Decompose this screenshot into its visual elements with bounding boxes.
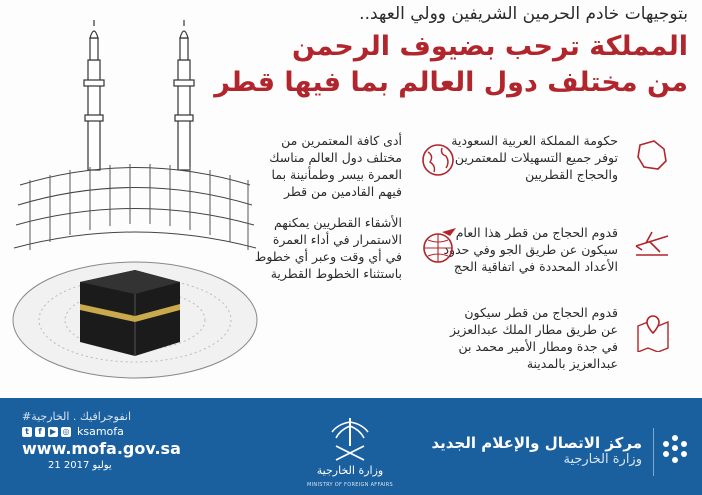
headline-line-1: المملكة ترحب بضيوف الرحمن xyxy=(292,31,688,62)
facebook-icon[interactable]: f xyxy=(35,427,45,437)
footer-divider xyxy=(653,428,654,476)
headline-line-2: من مختلف دول العالم بما فيها قطر xyxy=(214,67,688,98)
feature-line: توفر جميع التسهيلات للمعتمرين xyxy=(454,150,618,165)
feature-line: أدى كافة المعتمرين من xyxy=(281,133,402,148)
instagram-icon[interactable]: ◎ xyxy=(62,427,70,436)
feature-line: حكومة المملكة العربية السعودية xyxy=(451,133,618,148)
feature-line: فيهم القادمين من قطر xyxy=(283,184,402,199)
feature-line: في جدة ومطار الأمير محمد بن xyxy=(458,339,618,354)
org-name: مركز الاتصال والإعلام الجديد xyxy=(431,434,642,452)
website-link[interactable]: www.mofa.gov.sa xyxy=(22,439,181,458)
feature-line: الأعداد المحددة في اتفاقية الحج xyxy=(453,259,618,274)
saudi-map-icon xyxy=(632,135,672,175)
airplane-icon xyxy=(632,228,672,258)
feature-line: سيكون عن طريق الجو وفي حدود xyxy=(443,242,618,257)
social-handle[interactable]: ksamofa xyxy=(77,425,124,438)
social-block xyxy=(22,410,181,471)
footer-bar xyxy=(0,398,702,495)
feature-line: الاستمرار في أداء العمرة xyxy=(272,232,402,247)
kicker-text: بتوجيهات خادم الحرمين الشريفين وولي العهد.. xyxy=(359,4,688,24)
flight-globe-icon xyxy=(416,226,460,266)
feature-line: عبدالعزيز بالمدينة xyxy=(526,356,618,371)
kaaba-illustration xyxy=(10,20,260,385)
globe-icon xyxy=(418,140,458,180)
feature-line: باستثناء الخطوط القطرية xyxy=(270,266,402,281)
feature-air-travel xyxy=(443,224,618,275)
feature-line: في أي وقت وعبر أي خطوط xyxy=(254,249,402,264)
emblem-subtitle: MINISTRY OF FOREIGN AFFAIRS xyxy=(307,482,393,488)
publish-date: 21 يوليو 2017 xyxy=(48,460,112,471)
feature-qatari-brothers xyxy=(255,214,402,282)
center-logo-icon xyxy=(660,434,690,468)
feature-line: قدوم الحجاج من قطر هذا العام xyxy=(455,225,618,240)
feature-facilities xyxy=(451,132,618,183)
feature-line: الأشقاء القطريين يمكنهم xyxy=(273,215,402,230)
feature-line: قدوم الحجاج من قطر سيكون xyxy=(464,305,618,320)
youtube-icon[interactable]: ▶ xyxy=(49,427,57,436)
emblem-label: وزارة الخارجية xyxy=(316,464,384,477)
feature-line: والحجاج القطريين xyxy=(525,167,618,182)
org-block xyxy=(431,434,642,467)
feature-airports xyxy=(450,304,618,372)
feature-line: مختلف دول العالم مناسك xyxy=(269,150,402,165)
map-pin-icon xyxy=(634,312,672,352)
org-ministry: وزارة الخارجية xyxy=(563,452,642,467)
ministry-emblem-icon xyxy=(318,416,382,464)
feature-line: العمرة بيسر وطمأنينة بما xyxy=(271,167,402,182)
feature-umrah-performed xyxy=(269,132,402,200)
social-icons-row xyxy=(22,425,181,438)
feature-line: عن طريق مطار الملك عبدالعزيز xyxy=(450,322,618,337)
twitter-icon[interactable]: t xyxy=(22,427,32,437)
hashtag-link[interactable]: #انفوجرافيك . الخارجية xyxy=(22,410,132,423)
